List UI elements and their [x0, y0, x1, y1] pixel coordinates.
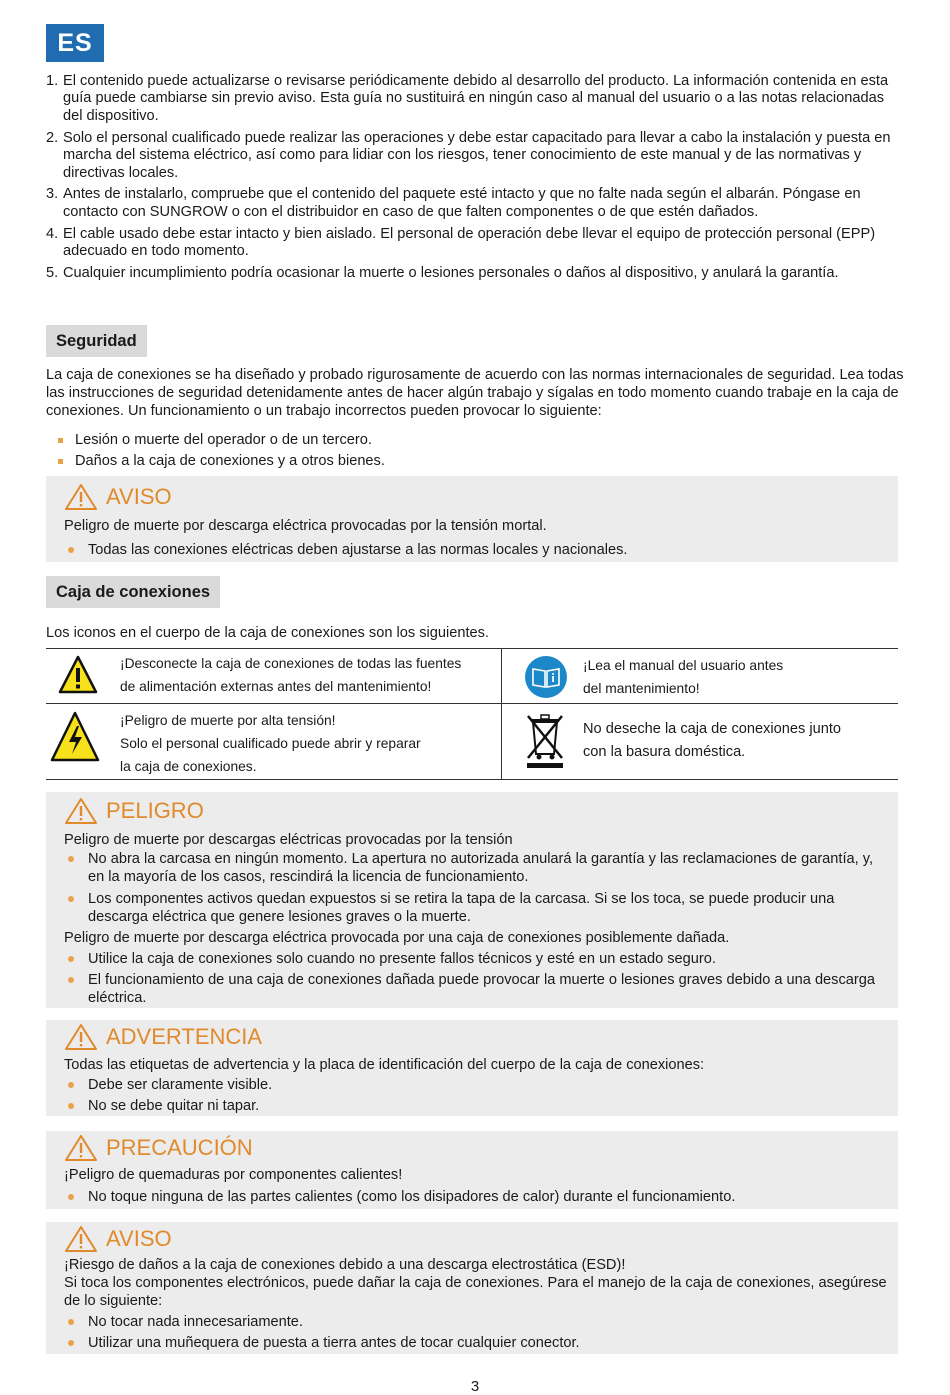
intro-item [46, 130, 906, 182]
icon-table-row [46, 649, 898, 704]
danger-intro: Peligro de muerte por descargas eléctricas provocadas por la tensión [64, 832, 513, 848]
warning-title [64, 1022, 898, 1052]
notice-title-text: AVISO [106, 1226, 172, 1251]
warning-box [46, 1020, 898, 1116]
bullet-item [64, 971, 890, 1007]
list-item-text: Lesión o muerte del operador o de un tercero. [75, 432, 372, 448]
intro-number: 4. [46, 225, 59, 242]
bullet-text: No toque ninguna de las partes calientes (como los disipadores de calor) durante el funcionamiento. [88, 1189, 736, 1205]
notice-line: ¡Riesgo de daños a la caja de conexiones debido a una descarga electrostática (ESD)! [64, 1257, 626, 1273]
bullet-item [64, 850, 890, 886]
bullet-text: No se debe quitar ni tapar. [88, 1098, 260, 1114]
list-item [58, 451, 878, 472]
junction-intro: Los iconos en el cuerpo de la caja de conexiones son los siguientes. [46, 625, 489, 641]
language-badge: ES [46, 24, 104, 62]
description-line: la caja de conexiones. [120, 759, 257, 774]
icon-description [120, 652, 461, 698]
notice-box [46, 1222, 898, 1354]
icon-description [120, 709, 421, 778]
intro-item [46, 265, 906, 282]
bullet-dot-icon [68, 1194, 74, 1200]
square-bullet-icon [58, 459, 63, 464]
intro-text: El contenido puede actualizarse o revisarse periódicamente debido al desarrollo del producto. La información contenida en esta guía puede cambiarse sin previo aviso. Esta guía no sustituirá en ningún caso al manual del usuario o a las notas relacionadas del dispositivo. [63, 73, 889, 124]
list-item [58, 430, 878, 451]
warning-title-text: ADVERTENCIA [106, 1024, 263, 1049]
description-line: No deseche la caja de conexiones junto [583, 721, 841, 737]
caution-intro: ¡Peligro de quemaduras por componentes calientes! [64, 1167, 403, 1183]
warning-triangle-icon [64, 797, 98, 825]
bullet-dot-icon [68, 1319, 74, 1325]
bullet-dot-icon [68, 896, 74, 902]
intro-item [46, 226, 906, 261]
description-line: de alimentación externas antes del mantenimiento! [120, 679, 432, 694]
bullet-item [64, 1097, 898, 1115]
danger-title-text: PELIGRO [106, 798, 204, 823]
danger-box [46, 792, 898, 1008]
warning-triangle-icon [64, 483, 98, 511]
safety-list [58, 430, 878, 472]
caution-box [46, 1131, 898, 1209]
icon-table-row [46, 704, 898, 779]
bullet-item [64, 1334, 898, 1352]
intro-item [46, 186, 906, 221]
bullet-dot-icon [68, 1082, 74, 1088]
intro-number: 2. [46, 129, 59, 146]
intro-number: 5. [46, 265, 59, 282]
intro-text: Solo el personal cualificado puede realizar las operaciones y debe estar capacitado para llevar a cabo la instalación y puesta en marcha del sistema eléctrico, así como para lidiar con los riesgos, tener conocimiento de este manual y de las normativas y directivas locales. [63, 129, 891, 181]
bullet-text: No tocar nada innecesariamente. [88, 1314, 303, 1330]
bullet-item [64, 1076, 898, 1094]
notice-line: Peligro de muerte por descarga eléctrica provocadas por la tensión mortal. [64, 518, 547, 534]
bullet-dot-icon [68, 977, 74, 983]
notice-title-text: AVISO [106, 484, 172, 509]
bullet-dot-icon [68, 856, 74, 862]
bullet-dot-icon [68, 1103, 74, 1109]
danger-intro: Peligro de muerte por descarga eléctrica provocada por una caja de conexiones posiblemente dañada. [64, 930, 730, 946]
warning-intro: Todas las etiquetas de advertencia y la placa de identificación del cuerpo de la caja de conexiones: [64, 1057, 705, 1073]
bullet-text: No abra la carcasa en ningún momento. La apertura no autorizada anulará la garantía y las reclamaciones de garantía, y, en la mayoría de los casos, rescindirá la licencia de funcionamiento. [88, 851, 874, 885]
intro-text: Antes de instalarlo, compruebe que el contenido del paquete esté intacto y que no falte nada según el albarán. Póngase en contacto con SUNGROW o con el distribuidor en caso de que falten componentes o de que estén dañados. [63, 186, 861, 220]
bullet-item [64, 1313, 898, 1331]
intro-list [46, 73, 906, 287]
caution-title-text: PRECAUCIÓN [106, 1135, 253, 1160]
intro-text: Cualquier incumplimiento podría ocasionar la muerte o lesiones personales o daños al dispositivo, y anulará la garantía. [63, 265, 839, 282]
read-manual-icon [524, 655, 568, 699]
bullet-dot-icon [68, 547, 74, 553]
bullet-dot-icon [68, 1340, 74, 1346]
caution-title [64, 1133, 898, 1163]
icon-description [583, 718, 841, 764]
bullet-text: Los componentes activos quedan expuestos si se retira la tapa de la carcasa. Si se los toca, se puede producir una descarga eléctrica que genere lesiones graves o la muerte. [88, 891, 835, 925]
notice-box [46, 476, 898, 562]
description-line: ¡Peligro de muerte por alta tensión! [120, 713, 336, 728]
description-line: con la basura doméstica. [583, 744, 746, 760]
danger-title [64, 796, 898, 826]
intro-item [46, 73, 906, 125]
warning-triangle-icon [64, 1134, 98, 1162]
junction-heading: Caja de conexiones [46, 576, 220, 608]
description-line: Solo el personal cualificado puede abrir y reparar [120, 736, 421, 751]
bullet-item [64, 890, 890, 926]
bullet-text: Todas las conexiones eléctricas deben ajustarse a las normas locales y nacionales. [88, 542, 628, 558]
bullet-text: El funcionamiento de una caja de conexiones dañada puede provocar la muerte o lesiones graves debido a una descarga eléctrica. [88, 972, 875, 1006]
bullet-text: Debe ser claramente visible. [88, 1077, 273, 1093]
high-voltage-icon [50, 711, 100, 763]
page-number: 3 [470, 1378, 480, 1395]
notice-line: Si toca los componentes electrónicos, puede dañar la caja de conexiones. Para el manejo de la caja de conexiones, asegúrese de lo siguiente: [64, 1275, 887, 1309]
intro-text: El cable usado debe estar intacto y bien aislado. El personal de operación debe llevar el equipo de protección personal (EPP) adecuado en todo momento. [63, 225, 876, 260]
warning-triangle-icon [64, 1023, 98, 1051]
description-line: ¡Desconecte la caja de conexiones de todas las fuentes [120, 656, 462, 671]
notice-title [64, 482, 898, 512]
description-line: del mantenimiento! [583, 681, 700, 696]
icon-description [583, 654, 783, 700]
bullet-text: Utilizar una muñequera de puesta a tierra antes de tocar cualquier conector. [88, 1335, 580, 1351]
general-warning-icon [58, 655, 98, 695]
intro-number: 3. [46, 186, 59, 203]
bullet-item [64, 950, 890, 968]
safety-paragraph: La caja de conexiones se ha diseñado y probado rigurosamente de acuerdo con las normas internacionales de seguridad. Lea todas las instrucciones de seguridad detenidamente antes de hacer algún trabajo y sígalas en todo momento cuando trabaje en la caja de conexiones. Un funcionamiento o un trabajo incorrectos pueden provocar lo siguiente: [46, 367, 904, 419]
list-item-text: Daños a la caja de conexiones y a otros bienes. [75, 453, 385, 469]
square-bullet-icon [58, 438, 63, 443]
safety-heading: Seguridad [46, 325, 147, 357]
icon-table [46, 648, 898, 780]
weee-disposal-icon [524, 710, 566, 770]
bullet-text: Utilice la caja de conexiones solo cuando no presente fallos técnicos y esté en un estado seguro. [88, 951, 716, 967]
bullet-dot-icon [68, 956, 74, 962]
description-line: ¡Lea el manual del usuario antes [583, 658, 784, 673]
bullet-item [64, 1188, 898, 1206]
bullet-item [64, 541, 898, 559]
warning-triangle-icon [64, 1225, 98, 1253]
notice-title [64, 1224, 898, 1254]
intro-number: 1. [46, 73, 59, 89]
